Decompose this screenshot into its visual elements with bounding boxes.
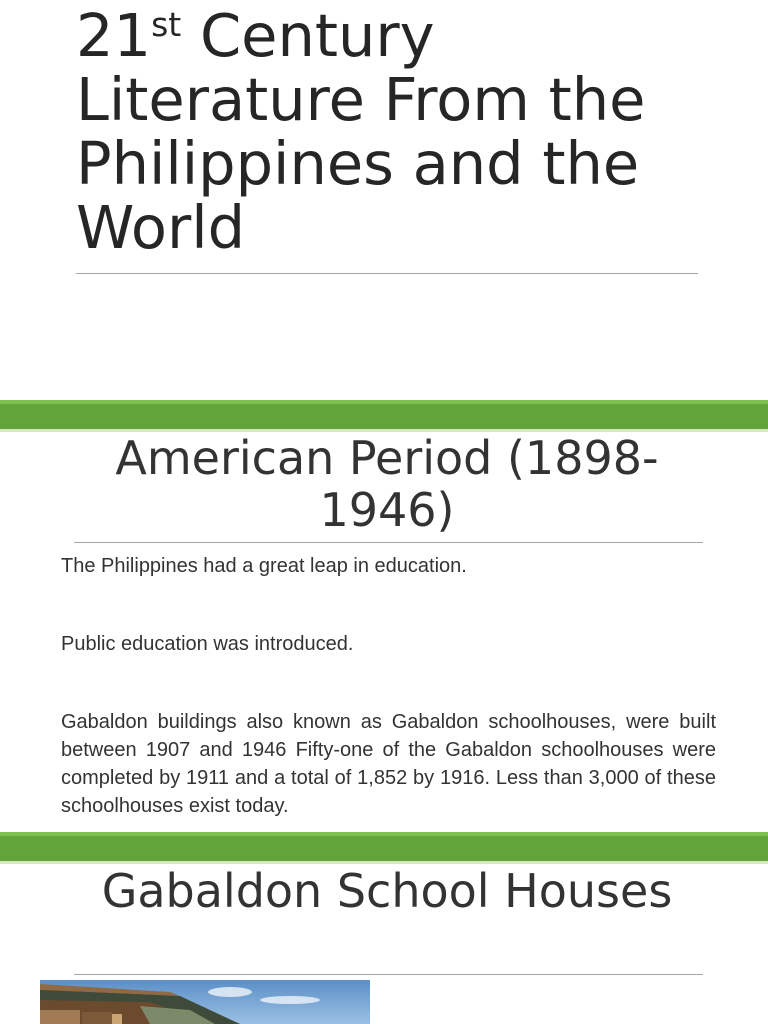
title-superscript: st bbox=[151, 5, 182, 44]
slide-2-body bbox=[61, 552, 716, 820]
title-rest: Century Literature From the Philippines and the World bbox=[76, 1, 646, 262]
slide-3 bbox=[0, 864, 768, 1024]
slide-separator-band bbox=[0, 832, 768, 864]
slide-2-title: American Period (1898-1946) bbox=[115, 432, 659, 537]
title-divider bbox=[74, 542, 703, 543]
body-paragraph: Public education was introduced. bbox=[61, 633, 354, 655]
title-number: 21 bbox=[76, 1, 152, 70]
schoolhouse-photo bbox=[40, 980, 370, 1024]
slide-1-title bbox=[76, 1, 716, 262]
body-paragraph: The Philippines had a great leap in education. bbox=[61, 555, 467, 577]
slide-2 bbox=[0, 432, 768, 832]
title-divider bbox=[76, 273, 698, 274]
slide-3-title: Gabaldon School Houses bbox=[101, 864, 673, 918]
slide-1 bbox=[0, 0, 768, 400]
body-paragraph: Gabaldon buildings also known as Gabaldon schoolhouses, were built between 1907 and 1946 Fifty-one of the Gabaldon schoolhouses were completed by 1911 and a total of 1,852 by 1916. Less than 3,000 of these schoolhouses exist today. bbox=[61, 711, 716, 817]
slide-separator-band bbox=[0, 400, 768, 432]
title-divider bbox=[74, 974, 703, 975]
